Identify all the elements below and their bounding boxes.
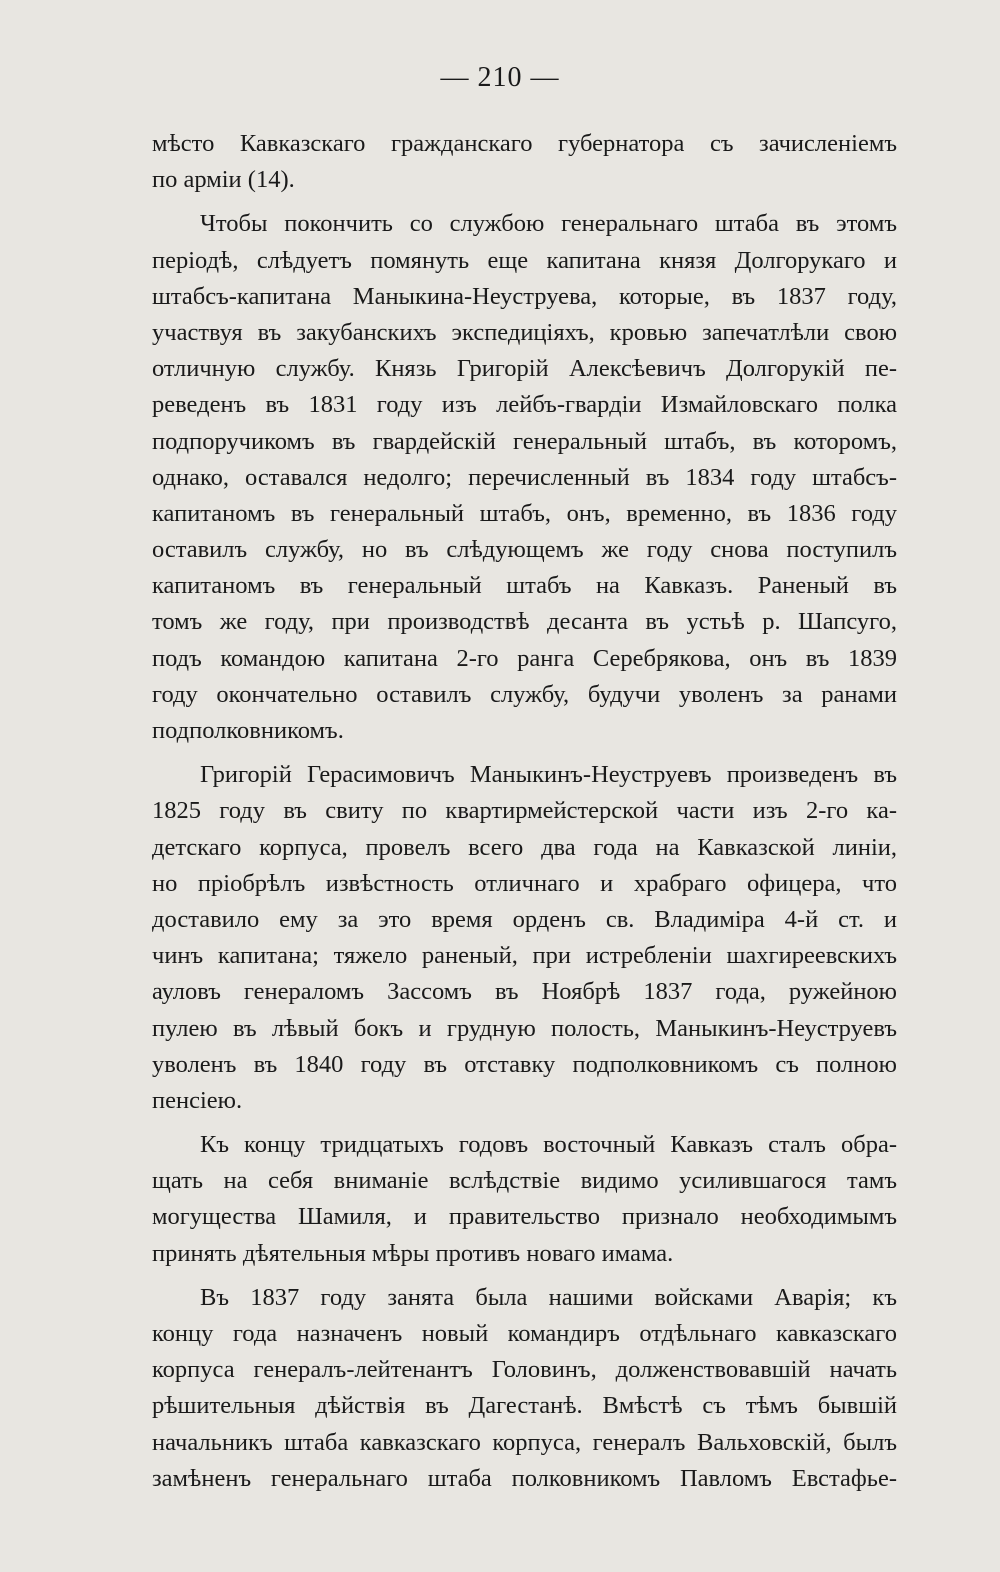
text-line: ауловъ генераломъ Зассомъ въ Ноябрѣ 1837 года, ружейною (152, 978, 897, 1006)
text-line: томъ же году, при производствѣ десанта въ устьѣ р. Шапсуго, (152, 608, 897, 636)
paragraph (152, 206, 897, 749)
text-line: доставило ему за это время орденъ св. Владиміра 4-й ст. и (152, 905, 897, 933)
text-line: замѣненъ генеральнаго штаба полковникомъ Павломъ Евстафье- (152, 1464, 897, 1492)
text-line: пенсіею. (152, 1086, 243, 1114)
text-line: штабсъ-капитана Маныкина-Неуструева, которые, въ 1837 году, (152, 282, 897, 310)
text-line: 1825 году въ свиту по квартирмейстерской части изъ 2-го ка- (152, 797, 897, 825)
text-line: концу года назначенъ новый командиръ отдѣльнаго кавказскаго (152, 1320, 897, 1347)
text-line: періодѣ, слѣдуетъ помянуть еще капитана князя Долгорукаго и (152, 246, 897, 274)
text-line: году окончательно оставилъ службу, будучи уволенъ за ранами (152, 680, 897, 708)
text-line: чинъ капитана; тяжело раненый, при истребленіи шахгиреевскихъ (152, 942, 897, 970)
text-line: начальникъ штаба кавказскаго корпуса, генералъ Вальховскій, былъ (152, 1428, 897, 1456)
paragraph (152, 1280, 897, 1497)
text-line: по арміи (14). (152, 166, 295, 194)
text-line: подполковникомъ. (152, 717, 344, 744)
text-line: Къ концу тридцатыхъ годовъ восточный Кавказъ сталъ обра- (200, 1131, 897, 1159)
text-line: оставилъ службу, но въ слѣдующемъ же году снова поступилъ (152, 536, 897, 564)
paragraph-continuation (152, 126, 897, 198)
text-line: мѣсто Кавказскаго гражданскаго губернатора съ зачисленіемъ (152, 130, 897, 157)
text-line: капитаномъ въ генеральный штабъ, онъ, временно, въ 1836 году (152, 499, 897, 527)
text-line: однако, оставался недолго; перечисленный въ 1834 году штабсъ- (152, 463, 897, 491)
text-line: рѣшительныя дѣйствія въ Дагестанѣ. Вмѣстѣ съ тѣмъ бывшій (152, 1392, 897, 1420)
paragraph (152, 757, 897, 1119)
text-line: подпоручикомъ въ гвардейскій генеральный штабъ, въ которомъ, (152, 427, 897, 455)
text-line: принять дѣятельныя мѣры противъ новаго имама. (152, 1239, 674, 1267)
page-number: — 210 — (440, 62, 560, 93)
text-line: реведенъ въ 1831 году изъ лейбъ-гвардіи Измайловскаго полка (152, 391, 897, 419)
text-line: пулею въ лѣвый бокъ и грудную полость, Маныкинъ-Неуструевъ (152, 1014, 897, 1042)
paragraph (152, 1127, 897, 1272)
text-line: Григорій Герасимовичъ Маныкинъ-Неуструевъ произведенъ въ (200, 761, 897, 789)
text-line: Чтобы покончить со службою генеральнаго штаба въ этомъ (200, 210, 897, 238)
text-line: уволенъ въ 1840 году въ отставку подполковникомъ съ полною (152, 1050, 897, 1078)
body-text (152, 126, 897, 1505)
text-line: подъ командою капитана 2-го ранга Серебрякова, онъ въ 1839 (152, 644, 897, 672)
text-line: отличную службу. Князь Григорій Алексѣевичъ Долгорукій пе- (152, 355, 897, 383)
text-line: щать на себя вниманіе вслѣдствіе видимо усилившагося тамъ (152, 1167, 897, 1195)
text-line: детскаго корпуса, провелъ всего два года на Кавказской линіи, (152, 833, 897, 861)
text-line: участвуя въ закубанскихъ экспедиціяхъ, кровью запечатлѣли свою (152, 318, 897, 346)
text-line: Въ 1837 году занята была нашими войсками Аварія; къ (200, 1283, 897, 1311)
text-line: корпуса генералъ-лейтенантъ Головинъ, долженствовавшій начать (152, 1356, 897, 1384)
text-line: капитаномъ въ генеральный штабъ на Кавказъ. Раненый въ (152, 572, 897, 600)
text-line: но пріобрѣлъ извѣстность отличнаго и храбраго офицера, что (152, 869, 897, 897)
text-line: могущества Шамиля, и правительство признало необходимымъ (152, 1203, 897, 1231)
